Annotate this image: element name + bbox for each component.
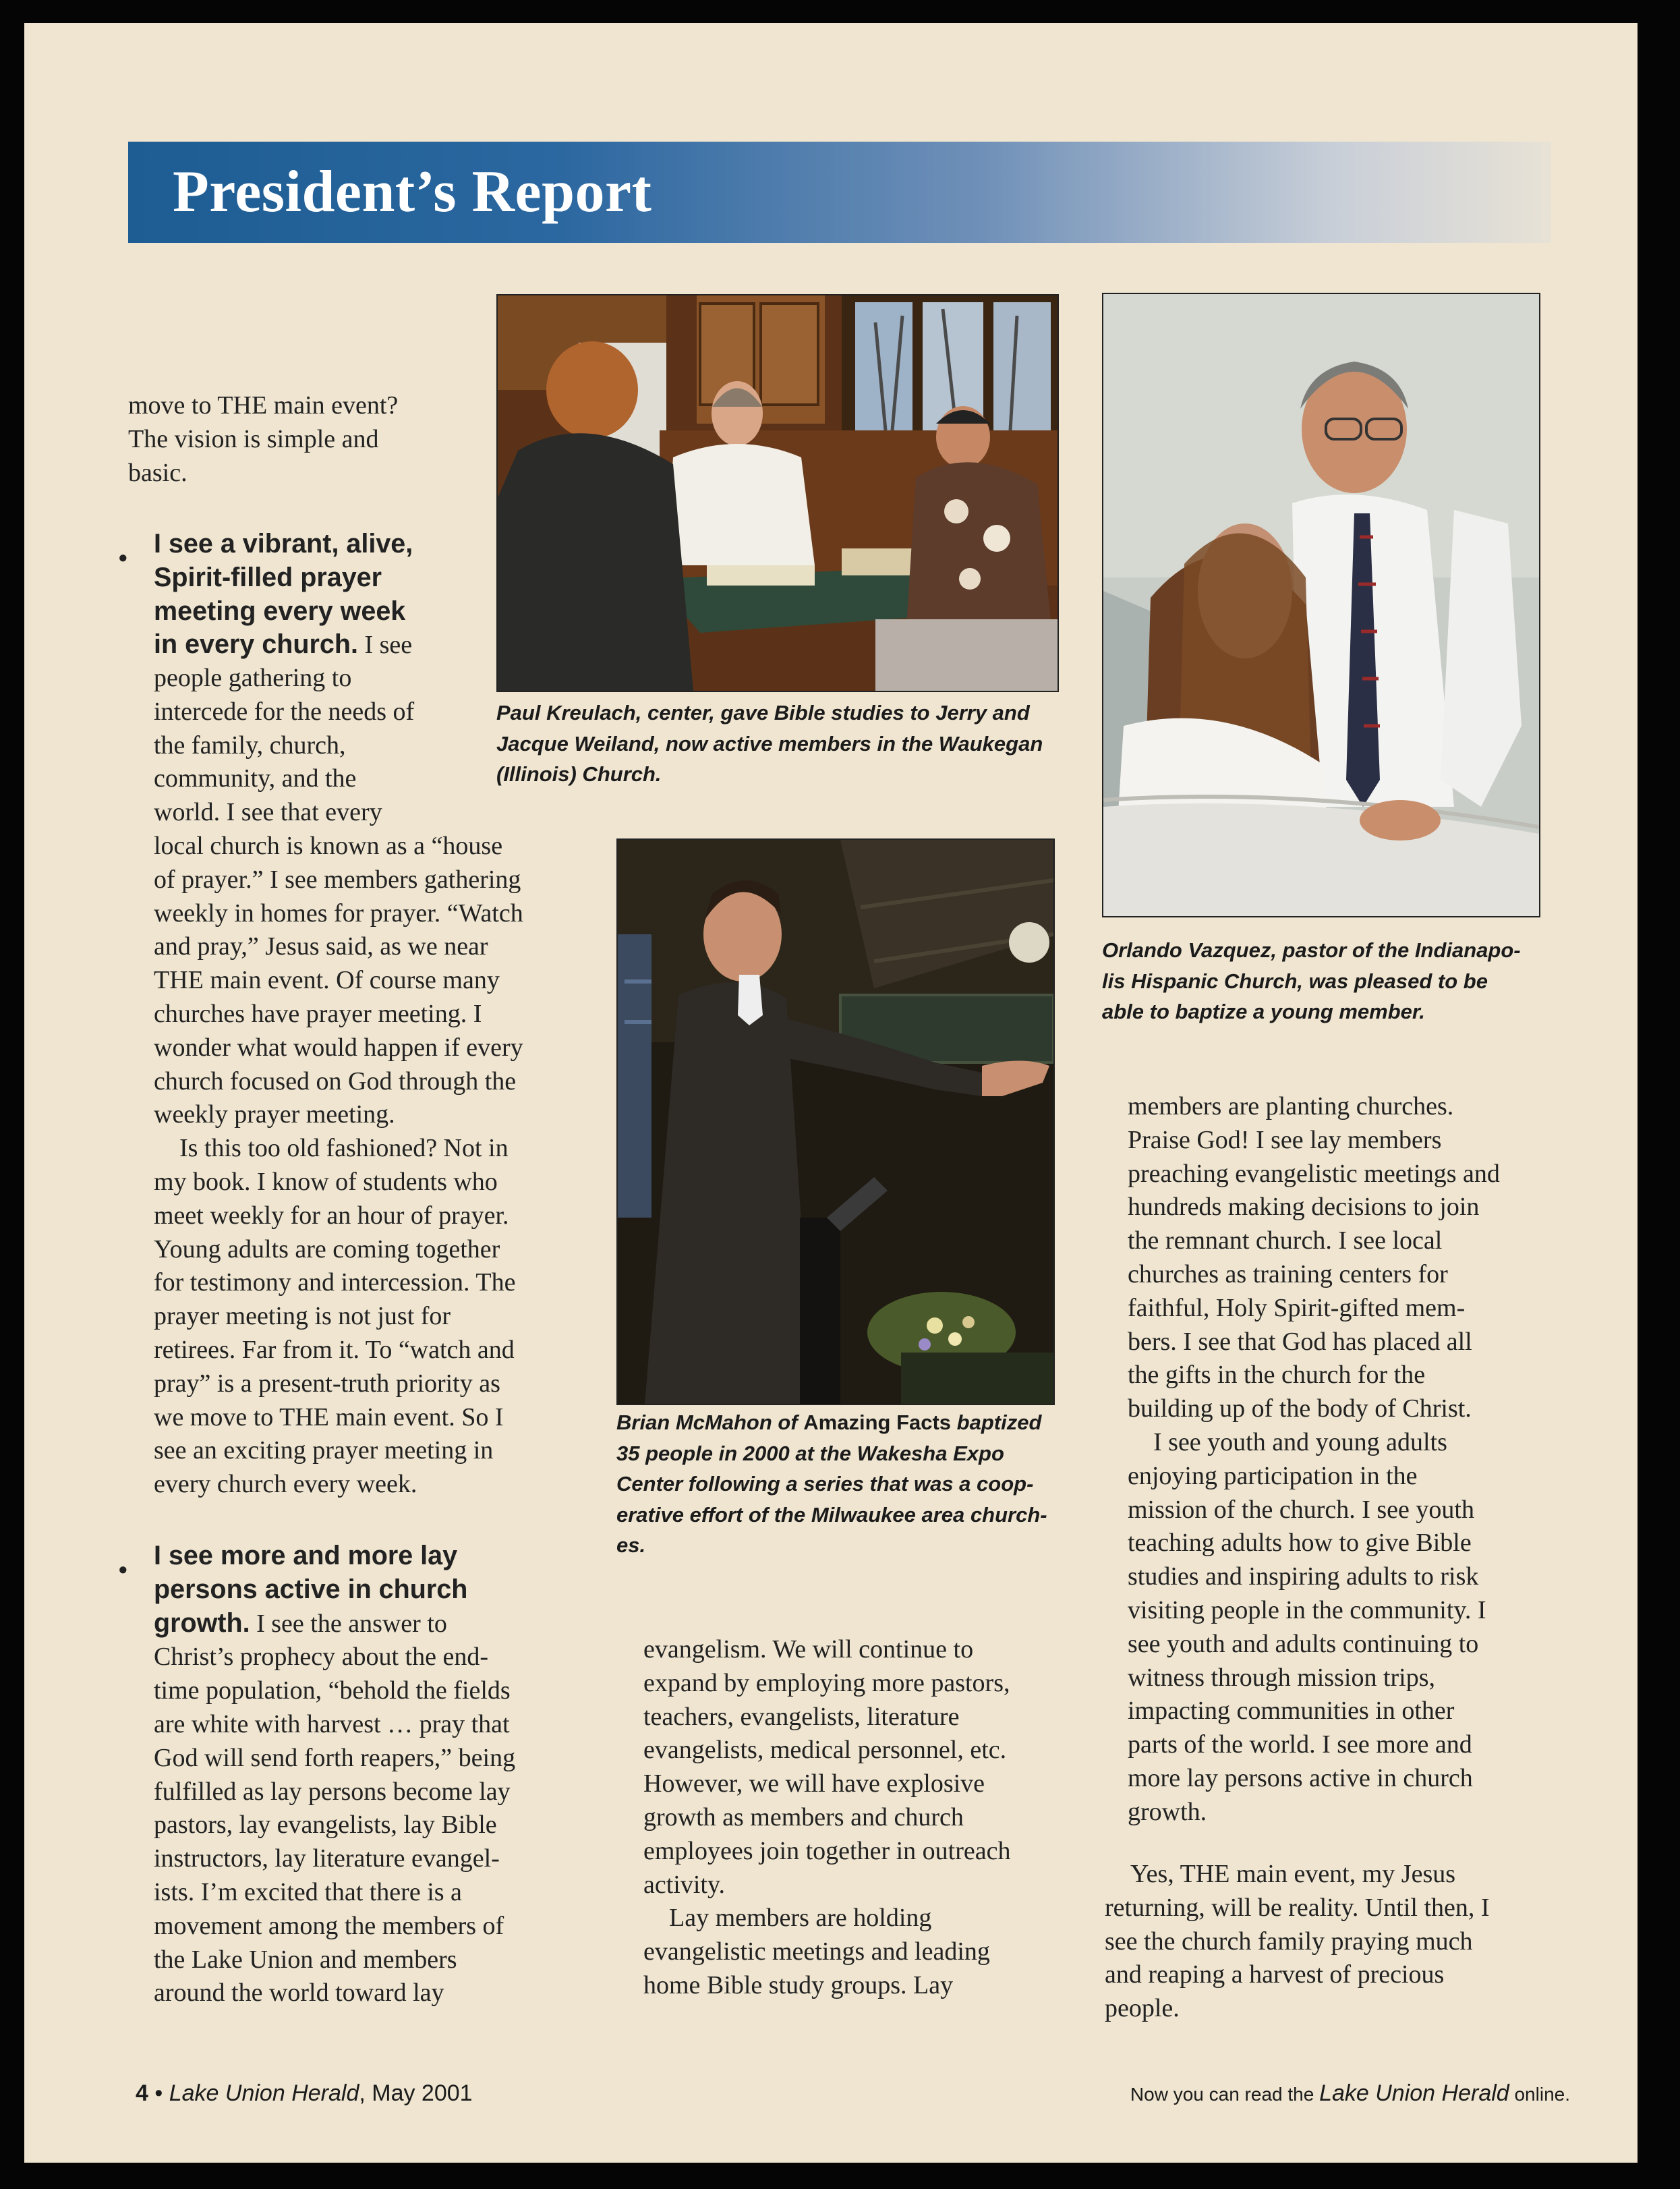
text-line: people. (1105, 1994, 1180, 2023)
footer-text: online. (1509, 2084, 1570, 2105)
text-run: I see (357, 631, 413, 660)
text-line: teachers, evangelists, literature (643, 1702, 960, 1731)
bullet1-heading-line: Spirit-filled prayer (154, 562, 382, 592)
text-line: Praise God! I see lay members (1128, 1125, 1442, 1154)
right-column-text (1128, 1090, 1559, 1829)
caption-line (616, 1407, 1062, 1438)
text-line: employees join together in outreach (643, 1836, 1011, 1865)
text-line: and reaping a harvest of precious (1105, 1960, 1445, 1989)
text-line: teaching adults how to give Bible (1128, 1529, 1472, 1558)
text-line: growth. (1128, 1797, 1207, 1826)
text-line: we move to THE main event. So I (154, 1402, 504, 1431)
text-line: ists. I’m excited that there is a (154, 1877, 462, 1906)
bullet1-heading-line: in every church. (154, 629, 358, 660)
footer-separator: • (154, 2080, 163, 2106)
text-line: time population, “behold the fields (154, 1676, 511, 1705)
caption-line: 35 people in 2000 at the Wakesha Expo (616, 1441, 1004, 1465)
text-line: weekly in homes for prayer. “Watch (154, 899, 523, 928)
baptism-photo (1102, 293, 1540, 917)
bullet2-heading-line: growth. (154, 1608, 250, 1638)
text-line: evangelism. We will continue to (643, 1635, 974, 1664)
footer-left (136, 2080, 473, 2107)
caption-run: Brian McMahon of (616, 1411, 804, 1434)
text-line: Lay members are holding (669, 1904, 932, 1933)
bullet2-text (154, 1539, 626, 2010)
text-line: Yes, THE main event, my Jesus (1130, 1860, 1456, 1888)
text-line: church focused on God through the (154, 1067, 517, 1096)
bullet2-heading-line: I see more and more lay (154, 1541, 458, 1570)
text-line: Christ’s prophecy about the end- (154, 1643, 489, 1672)
publication-name: Lake Union Herald (1319, 2080, 1509, 2106)
caption-line: erative effort of the Milwaukee area church- (616, 1502, 1047, 1527)
text-line: parts of the world. I see more and (1128, 1730, 1472, 1759)
text-line: members are planting churches. (1128, 1092, 1454, 1120)
text-line: my book. I know of students who (154, 1167, 498, 1196)
text-line: and pray,” Jesus said, as we near (154, 932, 488, 961)
issue-date: , May 2001 (359, 2080, 473, 2106)
magazine-page (24, 23, 1638, 2163)
text-line: the gifts in the church for the (1128, 1361, 1426, 1390)
right-closing-text (1105, 1858, 1563, 2026)
text-line: evangelistic meetings and leading (643, 1937, 990, 1966)
caption-line: (Illinois) Church. (496, 762, 662, 786)
caption-line: Orlando Vazquez, pastor of the Indianapo- (1102, 938, 1521, 962)
text-line: hundreds making decisions to join (1128, 1193, 1480, 1222)
text-line: visiting people in the community. I (1128, 1595, 1486, 1624)
text-line: Young adults are coming together (154, 1234, 500, 1263)
text-line: people gathering to (154, 664, 352, 692)
text-line: the family, church, (154, 731, 346, 760)
text-line: impacting communities in other (1128, 1697, 1455, 1726)
text-line: movement among the members of (154, 1911, 504, 1940)
text-run: I see the answer to (250, 1609, 447, 1638)
caption-line: able to baptize a young member. (1102, 1000, 1425, 1023)
text-line: around the world toward lay (154, 1979, 444, 2008)
text-line: bers. I see that God has placed all (1128, 1327, 1472, 1356)
caption-line: Jacque Weiland, now active members in the Waukegan (496, 731, 1043, 756)
bullet-dot: • (119, 544, 127, 571)
text-line: prayer meeting is not just for (154, 1302, 451, 1331)
text-line: churches as training centers for (1128, 1259, 1448, 1288)
bullet2-heading-line: persons active in church (154, 1574, 468, 1604)
text-line: retirees. Far from it. To “watch and (154, 1335, 515, 1364)
text-line: basic. (128, 458, 187, 487)
text-line: home Bible study groups. Lay (643, 1970, 954, 1999)
bullet1-narrow-text (154, 662, 531, 830)
text-line: THE main event. Of course many (154, 966, 500, 995)
text-line: pastors, lay evangelists, lay Bible (154, 1811, 497, 1840)
text-line: churches have prayer meeting. I (154, 999, 482, 1028)
text-line: are white with harvest … pray that (154, 1709, 510, 1738)
caption-line: es. (616, 1533, 646, 1557)
text-line: expand by employing more pastors, (643, 1668, 1010, 1697)
text-line: instructors, lay literature evangel- (154, 1844, 500, 1873)
text-line: activity. (643, 1870, 725, 1899)
text-line: pray” is a present-truth priority as (154, 1369, 500, 1398)
text-line: God will send forth reapers,” being (154, 1743, 516, 1772)
caption-line: Center following a series that was a coop- (616, 1472, 1034, 1496)
bullet1-heading-line: meeting every week (154, 596, 406, 626)
text-line: world. I see that every (154, 798, 382, 827)
text-line: see an exciting prayer meeting in (154, 1436, 494, 1465)
text-line: of prayer.” I see members gathering (154, 865, 521, 894)
text-line: I see youth and young adults (1153, 1427, 1447, 1456)
text-line: mission of the church. I see youth (1128, 1495, 1474, 1524)
speaker-photo (616, 838, 1055, 1405)
bullet1-heading-block (154, 528, 531, 662)
footer-text: Now you can read the (1130, 2084, 1320, 2105)
text-line: growth as members and church (643, 1802, 964, 1831)
page-number: 4 (136, 2080, 148, 2106)
text-line: intercede for the needs of (154, 697, 415, 726)
bible-study-caption (496, 698, 1063, 790)
text-line: for testimony and intercession. The (154, 1268, 516, 1297)
text-line: community, and the (154, 764, 357, 793)
text-line: local church is known as a “house (154, 832, 503, 860)
speaker-caption (616, 1407, 1062, 1561)
text-line: meet weekly for an hour of prayer. (154, 1201, 509, 1230)
section-banner (128, 142, 1551, 243)
bible-study-photo (496, 294, 1059, 692)
text-line: see youth and adults continuing to (1128, 1629, 1479, 1658)
text-line: wonder what would happen if every (154, 1033, 523, 1062)
bullet1-heading-line: I see a vibrant, alive, (154, 529, 413, 559)
section-title: President’s Report (173, 159, 652, 225)
text-line: the Lake Union and members (154, 1945, 457, 1974)
footer-right (1130, 2080, 1570, 2107)
bullet-dot: • (119, 1556, 127, 1583)
left-intro-text (128, 389, 546, 490)
middle-column-text (643, 1633, 1075, 2003)
text-line: move to THE main event? (128, 391, 399, 420)
text-line: weekly prayer meeting. (154, 1100, 395, 1129)
text-line: Is this too old fashioned? Not in (179, 1134, 509, 1163)
text-line: The vision is simple and (128, 424, 379, 453)
text-line: witness through mission trips, (1128, 1663, 1436, 1692)
baptism-caption (1102, 935, 1547, 1027)
text-line: faithful, Holy Spirit-gifted mem- (1128, 1293, 1466, 1322)
text-line: evangelists, medical personnel, etc. (643, 1736, 1007, 1765)
text-line: every church every week. (154, 1470, 417, 1499)
text-line: more lay persons active in church (1128, 1763, 1473, 1792)
text-line: building up of the body of Christ. (1128, 1394, 1472, 1423)
text-line: However, we will have explosive (643, 1769, 985, 1798)
text-line: returning, will be reality. Until then, I (1105, 1893, 1490, 1922)
text-line: fulfilled as lay persons become lay (154, 1777, 511, 1806)
caption-line: Paul Kreulach, center, gave Bible studies to Jerry and (496, 701, 1030, 724)
caption-line: lis Hispanic Church, was pleased to be (1102, 969, 1488, 993)
text-line: studies and inspiring adults to risk (1128, 1562, 1479, 1591)
caption-run: baptized (951, 1411, 1042, 1434)
text-line: enjoying participation in the (1128, 1461, 1418, 1490)
text-line: see the church family praying much (1105, 1927, 1473, 1956)
caption-publication-name: Amazing Facts (803, 1411, 952, 1434)
text-line: preaching evangelistic meetings and (1128, 1159, 1500, 1188)
publication-name: Lake Union Herald (169, 2080, 359, 2106)
text-line: the remnant church. I see local (1128, 1226, 1443, 1255)
bullet1-wide-text (154, 830, 626, 1502)
